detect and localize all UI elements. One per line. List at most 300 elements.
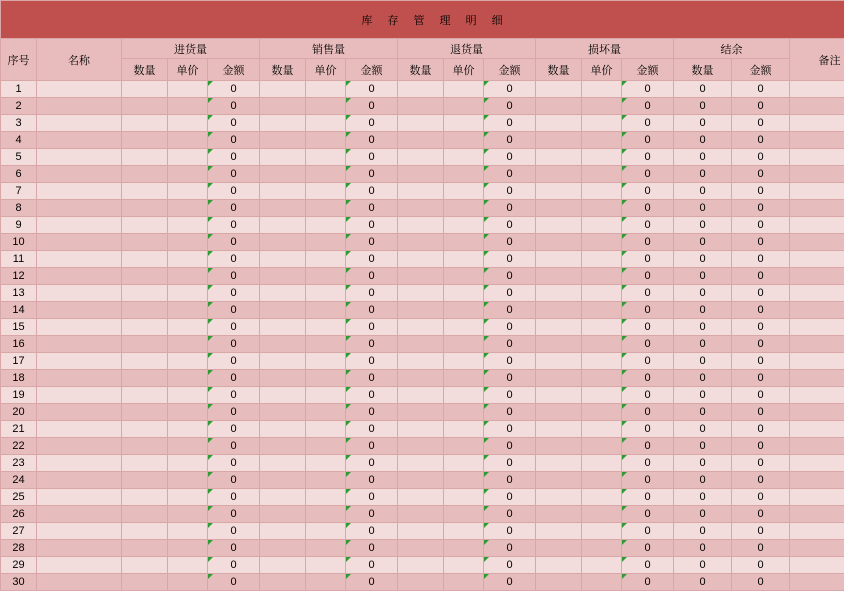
cell-purchase-price[interactable] [168, 166, 208, 183]
cell-damage-qty[interactable] [536, 217, 582, 234]
cell-name[interactable] [37, 200, 122, 217]
cell-remark[interactable] [790, 251, 844, 268]
cell-name[interactable] [37, 574, 122, 591]
cell-balance-amount[interactable]: 0 [732, 489, 790, 506]
cell-index[interactable]: 17 [1, 353, 37, 370]
cell-damage-amount[interactable]: 0 [622, 353, 674, 370]
cell-purchase-price[interactable] [168, 421, 208, 438]
cell-sales-qty[interactable] [260, 319, 306, 336]
cell-name[interactable] [37, 81, 122, 98]
cell-return-qty[interactable] [398, 302, 444, 319]
cell-index[interactable]: 4 [1, 132, 37, 149]
cell-sales-qty[interactable] [260, 353, 306, 370]
cell-return-amount[interactable]: 0 [484, 438, 536, 455]
cell-purchase-price[interactable] [168, 336, 208, 353]
cell-sales-amount[interactable]: 0 [346, 132, 398, 149]
cell-sales-qty[interactable] [260, 166, 306, 183]
cell-purchase-qty[interactable] [122, 438, 168, 455]
cell-return-qty[interactable] [398, 217, 444, 234]
cell-return-price[interactable] [444, 421, 484, 438]
cell-damage-amount[interactable]: 0 [622, 98, 674, 115]
cell-damage-price[interactable] [582, 251, 622, 268]
cell-sales-qty[interactable] [260, 455, 306, 472]
cell-remark[interactable] [790, 319, 844, 336]
cell-sales-qty[interactable] [260, 132, 306, 149]
cell-damage-price[interactable] [582, 81, 622, 98]
cell-purchase-qty[interactable] [122, 149, 168, 166]
cell-return-amount[interactable]: 0 [484, 370, 536, 387]
cell-return-amount[interactable]: 0 [484, 404, 536, 421]
cell-sales-price[interactable] [306, 166, 346, 183]
cell-name[interactable] [37, 319, 122, 336]
cell-index[interactable]: 10 [1, 234, 37, 251]
cell-remark[interactable] [790, 268, 844, 285]
cell-damage-price[interactable] [582, 234, 622, 251]
cell-return-price[interactable] [444, 285, 484, 302]
cell-sales-qty[interactable] [260, 268, 306, 285]
cell-name[interactable] [37, 149, 122, 166]
cell-damage-qty[interactable] [536, 268, 582, 285]
cell-sales-price[interactable] [306, 183, 346, 200]
cell-damage-price[interactable] [582, 353, 622, 370]
cell-balance-qty[interactable]: 0 [674, 472, 732, 489]
cell-purchase-qty[interactable] [122, 81, 168, 98]
cell-name[interactable] [37, 285, 122, 302]
cell-balance-amount[interactable]: 0 [732, 370, 790, 387]
cell-purchase-price[interactable] [168, 472, 208, 489]
cell-damage-price[interactable] [582, 217, 622, 234]
cell-purchase-qty[interactable] [122, 404, 168, 421]
cell-balance-amount[interactable]: 0 [732, 540, 790, 557]
cell-sales-amount[interactable]: 0 [346, 302, 398, 319]
cell-name[interactable] [37, 217, 122, 234]
cell-purchase-amount[interactable]: 0 [208, 251, 260, 268]
cell-damage-qty[interactable] [536, 115, 582, 132]
cell-remark[interactable] [790, 455, 844, 472]
cell-damage-price[interactable] [582, 98, 622, 115]
cell-return-price[interactable] [444, 438, 484, 455]
cell-return-price[interactable] [444, 98, 484, 115]
cell-return-price[interactable] [444, 319, 484, 336]
cell-purchase-amount[interactable]: 0 [208, 336, 260, 353]
cell-return-price[interactable] [444, 217, 484, 234]
cell-sales-qty[interactable] [260, 523, 306, 540]
cell-index[interactable]: 15 [1, 319, 37, 336]
cell-balance-qty[interactable]: 0 [674, 319, 732, 336]
cell-name[interactable] [37, 302, 122, 319]
cell-return-qty[interactable] [398, 574, 444, 591]
cell-index[interactable]: 7 [1, 183, 37, 200]
cell-purchase-qty[interactable] [122, 370, 168, 387]
cell-balance-amount[interactable]: 0 [732, 217, 790, 234]
cell-damage-amount[interactable]: 0 [622, 302, 674, 319]
cell-purchase-qty[interactable] [122, 336, 168, 353]
cell-return-price[interactable] [444, 81, 484, 98]
cell-sales-price[interactable] [306, 574, 346, 591]
cell-remark[interactable] [790, 387, 844, 404]
cell-balance-amount[interactable]: 0 [732, 353, 790, 370]
cell-purchase-amount[interactable]: 0 [208, 200, 260, 217]
cell-purchase-qty[interactable] [122, 132, 168, 149]
cell-return-qty[interactable] [398, 81, 444, 98]
cell-name[interactable] [37, 234, 122, 251]
cell-purchase-qty[interactable] [122, 455, 168, 472]
cell-balance-qty[interactable]: 0 [674, 523, 732, 540]
cell-purchase-amount[interactable]: 0 [208, 540, 260, 557]
cell-purchase-amount[interactable]: 0 [208, 115, 260, 132]
cell-sales-price[interactable] [306, 387, 346, 404]
cell-sales-price[interactable] [306, 472, 346, 489]
cell-return-price[interactable] [444, 234, 484, 251]
cell-damage-price[interactable] [582, 302, 622, 319]
cell-sales-price[interactable] [306, 302, 346, 319]
cell-balance-qty[interactable]: 0 [674, 557, 732, 574]
cell-damage-price[interactable] [582, 438, 622, 455]
cell-sales-amount[interactable]: 0 [346, 81, 398, 98]
cell-remark[interactable] [790, 523, 844, 540]
cell-return-amount[interactable]: 0 [484, 183, 536, 200]
cell-name[interactable] [37, 387, 122, 404]
cell-purchase-price[interactable] [168, 438, 208, 455]
cell-damage-qty[interactable] [536, 455, 582, 472]
cell-balance-qty[interactable]: 0 [674, 387, 732, 404]
cell-purchase-qty[interactable] [122, 387, 168, 404]
cell-name[interactable] [37, 353, 122, 370]
cell-balance-amount[interactable]: 0 [732, 506, 790, 523]
cell-damage-amount[interactable]: 0 [622, 115, 674, 132]
cell-index[interactable]: 9 [1, 217, 37, 234]
cell-balance-qty[interactable]: 0 [674, 455, 732, 472]
cell-damage-price[interactable] [582, 404, 622, 421]
cell-damage-amount[interactable]: 0 [622, 149, 674, 166]
cell-damage-price[interactable] [582, 540, 622, 557]
cell-damage-amount[interactable]: 0 [622, 200, 674, 217]
cell-balance-amount[interactable]: 0 [732, 336, 790, 353]
cell-sales-amount[interactable]: 0 [346, 285, 398, 302]
cell-balance-amount[interactable]: 0 [732, 438, 790, 455]
cell-purchase-amount[interactable]: 0 [208, 268, 260, 285]
cell-damage-amount[interactable]: 0 [622, 285, 674, 302]
cell-sales-price[interactable] [306, 149, 346, 166]
cell-sales-price[interactable] [306, 489, 346, 506]
cell-damage-qty[interactable] [536, 200, 582, 217]
cell-damage-qty[interactable] [536, 489, 582, 506]
cell-balance-amount[interactable]: 0 [732, 523, 790, 540]
cell-damage-amount[interactable]: 0 [622, 234, 674, 251]
cell-purchase-price[interactable] [168, 489, 208, 506]
cell-balance-qty[interactable]: 0 [674, 353, 732, 370]
cell-purchase-qty[interactable] [122, 234, 168, 251]
cell-purchase-amount[interactable]: 0 [208, 98, 260, 115]
cell-remark[interactable] [790, 98, 844, 115]
cell-return-amount[interactable]: 0 [484, 132, 536, 149]
cell-balance-qty[interactable]: 0 [674, 166, 732, 183]
cell-damage-amount[interactable]: 0 [622, 183, 674, 200]
cell-return-qty[interactable] [398, 149, 444, 166]
cell-sales-qty[interactable] [260, 200, 306, 217]
cell-balance-qty[interactable]: 0 [674, 285, 732, 302]
cell-purchase-price[interactable] [168, 115, 208, 132]
cell-damage-price[interactable] [582, 166, 622, 183]
cell-balance-qty[interactable]: 0 [674, 98, 732, 115]
cell-balance-amount[interactable]: 0 [732, 472, 790, 489]
cell-name[interactable] [37, 404, 122, 421]
cell-return-price[interactable] [444, 200, 484, 217]
cell-index[interactable]: 6 [1, 166, 37, 183]
cell-remark[interactable] [790, 404, 844, 421]
cell-return-qty[interactable] [398, 200, 444, 217]
cell-return-qty[interactable] [398, 455, 444, 472]
cell-purchase-amount[interactable]: 0 [208, 455, 260, 472]
cell-sales-price[interactable] [306, 438, 346, 455]
cell-damage-qty[interactable] [536, 319, 582, 336]
cell-return-qty[interactable] [398, 319, 444, 336]
cell-purchase-price[interactable] [168, 455, 208, 472]
cell-balance-amount[interactable]: 0 [732, 183, 790, 200]
cell-return-amount[interactable]: 0 [484, 166, 536, 183]
cell-balance-qty[interactable]: 0 [674, 438, 732, 455]
cell-purchase-qty[interactable] [122, 506, 168, 523]
cell-sales-price[interactable] [306, 234, 346, 251]
cell-sales-qty[interactable] [260, 234, 306, 251]
cell-return-price[interactable] [444, 387, 484, 404]
cell-sales-qty[interactable] [260, 540, 306, 557]
cell-remark[interactable] [790, 217, 844, 234]
cell-return-amount[interactable]: 0 [484, 472, 536, 489]
cell-remark[interactable] [790, 200, 844, 217]
cell-damage-price[interactable] [582, 455, 622, 472]
cell-return-qty[interactable] [398, 489, 444, 506]
cell-damage-price[interactable] [582, 319, 622, 336]
cell-purchase-qty[interactable] [122, 183, 168, 200]
cell-remark[interactable] [790, 149, 844, 166]
cell-purchase-qty[interactable] [122, 98, 168, 115]
cell-return-qty[interactable] [398, 540, 444, 557]
cell-return-price[interactable] [444, 574, 484, 591]
cell-sales-amount[interactable]: 0 [346, 455, 398, 472]
cell-sales-qty[interactable] [260, 472, 306, 489]
cell-purchase-price[interactable] [168, 404, 208, 421]
cell-purchase-price[interactable] [168, 523, 208, 540]
cell-damage-qty[interactable] [536, 353, 582, 370]
cell-balance-qty[interactable]: 0 [674, 489, 732, 506]
cell-balance-amount[interactable]: 0 [732, 166, 790, 183]
cell-purchase-price[interactable] [168, 132, 208, 149]
cell-sales-amount[interactable]: 0 [346, 183, 398, 200]
cell-return-amount[interactable]: 0 [484, 506, 536, 523]
cell-return-qty[interactable] [398, 115, 444, 132]
cell-damage-amount[interactable]: 0 [622, 81, 674, 98]
cell-remark[interactable] [790, 574, 844, 591]
cell-purchase-price[interactable] [168, 234, 208, 251]
cell-index[interactable]: 2 [1, 98, 37, 115]
cell-sales-amount[interactable]: 0 [346, 353, 398, 370]
cell-name[interactable] [37, 438, 122, 455]
cell-damage-qty[interactable] [536, 285, 582, 302]
cell-purchase-amount[interactable]: 0 [208, 132, 260, 149]
cell-purchase-qty[interactable] [122, 523, 168, 540]
cell-sales-amount[interactable]: 0 [346, 149, 398, 166]
cell-purchase-price[interactable] [168, 319, 208, 336]
cell-purchase-price[interactable] [168, 81, 208, 98]
cell-name[interactable] [37, 557, 122, 574]
cell-sales-amount[interactable]: 0 [346, 319, 398, 336]
cell-damage-amount[interactable]: 0 [622, 166, 674, 183]
cell-damage-qty[interactable] [536, 336, 582, 353]
cell-balance-amount[interactable]: 0 [732, 234, 790, 251]
cell-purchase-price[interactable] [168, 251, 208, 268]
cell-damage-amount[interactable]: 0 [622, 489, 674, 506]
cell-sales-price[interactable] [306, 506, 346, 523]
cell-return-price[interactable] [444, 166, 484, 183]
cell-index[interactable]: 13 [1, 285, 37, 302]
cell-name[interactable] [37, 370, 122, 387]
cell-remark[interactable] [790, 472, 844, 489]
cell-damage-qty[interactable] [536, 523, 582, 540]
cell-balance-qty[interactable]: 0 [674, 81, 732, 98]
cell-return-price[interactable] [444, 251, 484, 268]
cell-sales-amount[interactable]: 0 [346, 98, 398, 115]
cell-return-amount[interactable]: 0 [484, 285, 536, 302]
cell-purchase-amount[interactable]: 0 [208, 472, 260, 489]
cell-balance-qty[interactable]: 0 [674, 336, 732, 353]
cell-damage-amount[interactable]: 0 [622, 421, 674, 438]
cell-damage-price[interactable] [582, 557, 622, 574]
cell-return-amount[interactable]: 0 [484, 540, 536, 557]
cell-damage-price[interactable] [582, 336, 622, 353]
cell-return-price[interactable] [444, 472, 484, 489]
cell-sales-price[interactable] [306, 251, 346, 268]
cell-sales-price[interactable] [306, 115, 346, 132]
cell-sales-amount[interactable]: 0 [346, 472, 398, 489]
cell-name[interactable] [37, 489, 122, 506]
cell-damage-qty[interactable] [536, 506, 582, 523]
cell-return-price[interactable] [444, 370, 484, 387]
cell-index[interactable]: 23 [1, 455, 37, 472]
cell-remark[interactable] [790, 557, 844, 574]
cell-purchase-amount[interactable]: 0 [208, 370, 260, 387]
cell-damage-price[interactable] [582, 183, 622, 200]
cell-balance-amount[interactable]: 0 [732, 319, 790, 336]
cell-damage-price[interactable] [582, 200, 622, 217]
cell-return-qty[interactable] [398, 506, 444, 523]
cell-name[interactable] [37, 132, 122, 149]
cell-balance-qty[interactable]: 0 [674, 200, 732, 217]
cell-sales-qty[interactable] [260, 336, 306, 353]
cell-return-price[interactable] [444, 489, 484, 506]
cell-damage-qty[interactable] [536, 149, 582, 166]
cell-return-price[interactable] [444, 455, 484, 472]
cell-sales-amount[interactable]: 0 [346, 540, 398, 557]
cell-sales-qty[interactable] [260, 149, 306, 166]
cell-damage-qty[interactable] [536, 438, 582, 455]
cell-sales-qty[interactable] [260, 251, 306, 268]
cell-balance-qty[interactable]: 0 [674, 302, 732, 319]
cell-remark[interactable] [790, 234, 844, 251]
cell-sales-price[interactable] [306, 523, 346, 540]
cell-damage-price[interactable] [582, 285, 622, 302]
cell-remark[interactable] [790, 132, 844, 149]
cell-sales-amount[interactable]: 0 [346, 387, 398, 404]
cell-balance-qty[interactable]: 0 [674, 115, 732, 132]
cell-return-amount[interactable]: 0 [484, 268, 536, 285]
cell-return-qty[interactable] [398, 421, 444, 438]
cell-damage-price[interactable] [582, 506, 622, 523]
cell-purchase-amount[interactable]: 0 [208, 353, 260, 370]
cell-index[interactable]: 30 [1, 574, 37, 591]
cell-name[interactable] [37, 98, 122, 115]
cell-damage-price[interactable] [582, 268, 622, 285]
cell-sales-qty[interactable] [260, 574, 306, 591]
cell-return-amount[interactable]: 0 [484, 234, 536, 251]
cell-sales-amount[interactable]: 0 [346, 217, 398, 234]
cell-damage-amount[interactable]: 0 [622, 387, 674, 404]
cell-purchase-qty[interactable] [122, 268, 168, 285]
cell-index[interactable]: 3 [1, 115, 37, 132]
cell-index[interactable]: 14 [1, 302, 37, 319]
cell-purchase-qty[interactable] [122, 200, 168, 217]
cell-damage-qty[interactable] [536, 421, 582, 438]
cell-index[interactable]: 20 [1, 404, 37, 421]
cell-purchase-qty[interactable] [122, 319, 168, 336]
cell-return-qty[interactable] [398, 183, 444, 200]
cell-sales-price[interactable] [306, 540, 346, 557]
cell-purchase-amount[interactable]: 0 [208, 166, 260, 183]
cell-return-amount[interactable]: 0 [484, 149, 536, 166]
cell-balance-qty[interactable]: 0 [674, 183, 732, 200]
cell-damage-qty[interactable] [536, 387, 582, 404]
cell-remark[interactable] [790, 81, 844, 98]
cell-name[interactable] [37, 455, 122, 472]
cell-return-amount[interactable]: 0 [484, 455, 536, 472]
cell-damage-price[interactable] [582, 421, 622, 438]
cell-damage-qty[interactable] [536, 472, 582, 489]
cell-purchase-price[interactable] [168, 506, 208, 523]
cell-name[interactable] [37, 336, 122, 353]
cell-damage-qty[interactable] [536, 183, 582, 200]
cell-return-qty[interactable] [398, 132, 444, 149]
cell-damage-amount[interactable]: 0 [622, 438, 674, 455]
cell-sales-price[interactable] [306, 455, 346, 472]
cell-purchase-price[interactable] [168, 370, 208, 387]
cell-balance-amount[interactable]: 0 [732, 149, 790, 166]
cell-damage-price[interactable] [582, 574, 622, 591]
cell-sales-qty[interactable] [260, 115, 306, 132]
cell-sales-amount[interactable]: 0 [346, 574, 398, 591]
cell-damage-qty[interactable] [536, 540, 582, 557]
cell-purchase-price[interactable] [168, 285, 208, 302]
cell-return-amount[interactable]: 0 [484, 387, 536, 404]
cell-damage-amount[interactable]: 0 [622, 455, 674, 472]
cell-purchase-amount[interactable]: 0 [208, 302, 260, 319]
cell-return-price[interactable] [444, 353, 484, 370]
cell-sales-qty[interactable] [260, 557, 306, 574]
cell-damage-price[interactable] [582, 472, 622, 489]
cell-index[interactable]: 22 [1, 438, 37, 455]
cell-damage-amount[interactable]: 0 [622, 523, 674, 540]
cell-balance-amount[interactable]: 0 [732, 302, 790, 319]
cell-purchase-qty[interactable] [122, 115, 168, 132]
cell-sales-qty[interactable] [260, 81, 306, 98]
cell-sales-qty[interactable] [260, 98, 306, 115]
cell-name[interactable] [37, 166, 122, 183]
cell-return-price[interactable] [444, 404, 484, 421]
cell-return-qty[interactable] [398, 98, 444, 115]
cell-sales-amount[interactable]: 0 [346, 251, 398, 268]
cell-purchase-amount[interactable]: 0 [208, 438, 260, 455]
cell-sales-price[interactable] [306, 268, 346, 285]
cell-purchase-price[interactable] [168, 557, 208, 574]
